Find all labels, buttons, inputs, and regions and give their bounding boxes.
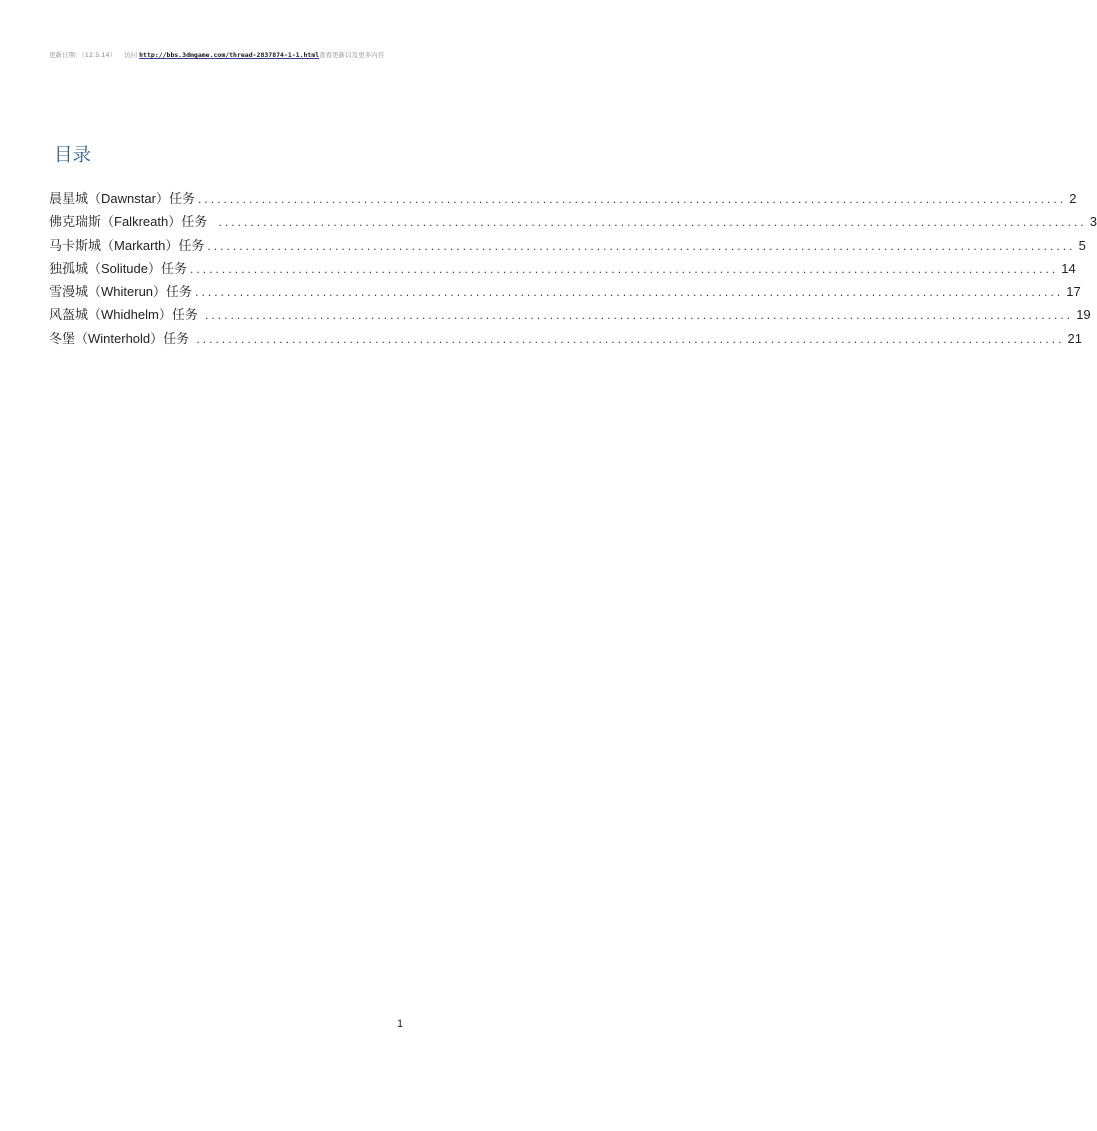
toc-entry-solitude[interactable] bbox=[49, 258, 1076, 281]
toc-entry-label: 佛克瑞斯（Falkreath）任务 bbox=[49, 214, 208, 231]
toc-page-number: 21 bbox=[1067, 330, 1083, 346]
page-header bbox=[49, 50, 749, 59]
header-suffix: 查看更新以及更多内容 bbox=[319, 51, 385, 59]
dot-leader: ........................................................................................................................................ bbox=[197, 192, 1067, 206]
table-of-contents bbox=[49, 188, 1097, 351]
forum-link[interactable]: http://bbs.3dmgame.com/thread-2837874-1-1.html bbox=[139, 51, 320, 59]
toc-entry-whiterun[interactable] bbox=[49, 281, 1081, 304]
toc-page-number: 5 bbox=[1078, 237, 1086, 253]
toc-page-number: 19 bbox=[1076, 307, 1091, 323]
toc-page-number: 2 bbox=[1069, 191, 1077, 206]
toc-title: 目录 bbox=[54, 145, 92, 166]
dot-leader: ........................................................................................................................................ bbox=[207, 238, 1076, 253]
toc-entry-label: 冬堡（Winterhold）任务 bbox=[49, 330, 190, 347]
toc-entry-label: 风盔城（Whidhelm）任务 bbox=[49, 307, 198, 324]
toc-page-number: 3 bbox=[1089, 214, 1097, 230]
toc-page-number: 17 bbox=[1066, 284, 1081, 300]
dot-leader: ........................................................................................................................................ bbox=[218, 215, 1087, 230]
dot-leader: ........................................................................................................................................ bbox=[190, 261, 1059, 276]
page-number: 1 bbox=[396, 1018, 404, 1030]
toc-page-number: 14 bbox=[1061, 260, 1076, 276]
toc-entry-label: 晨星城（Dawnstar）任务 bbox=[49, 191, 195, 207]
toc-entry-windhelm[interactable] bbox=[49, 304, 1091, 327]
toc-entry-label: 雪漫城（Whiterun）任务 bbox=[49, 284, 193, 301]
toc-entry-dawnstar[interactable] bbox=[49, 188, 1077, 211]
update-date: 更新日期：（12.5.14） bbox=[49, 51, 117, 59]
dot-leader: ........................................................................................................................................ bbox=[196, 331, 1065, 346]
toc-entry-label: 马卡斯城（Markarth）任务 bbox=[49, 237, 205, 254]
toc-entry-winterhold[interactable] bbox=[49, 328, 1083, 351]
toc-entry-label: 独孤城（Solitude）任务 bbox=[49, 260, 188, 277]
dot-leader: ........................................................................................................................................ bbox=[204, 308, 1074, 323]
visit-label: 访问 bbox=[124, 51, 138, 59]
toc-entry-falkreath[interactable] bbox=[49, 211, 1097, 234]
toc-entry-markarth[interactable] bbox=[49, 235, 1086, 258]
dot-leader: ........................................................................................................................................ bbox=[195, 285, 1064, 300]
